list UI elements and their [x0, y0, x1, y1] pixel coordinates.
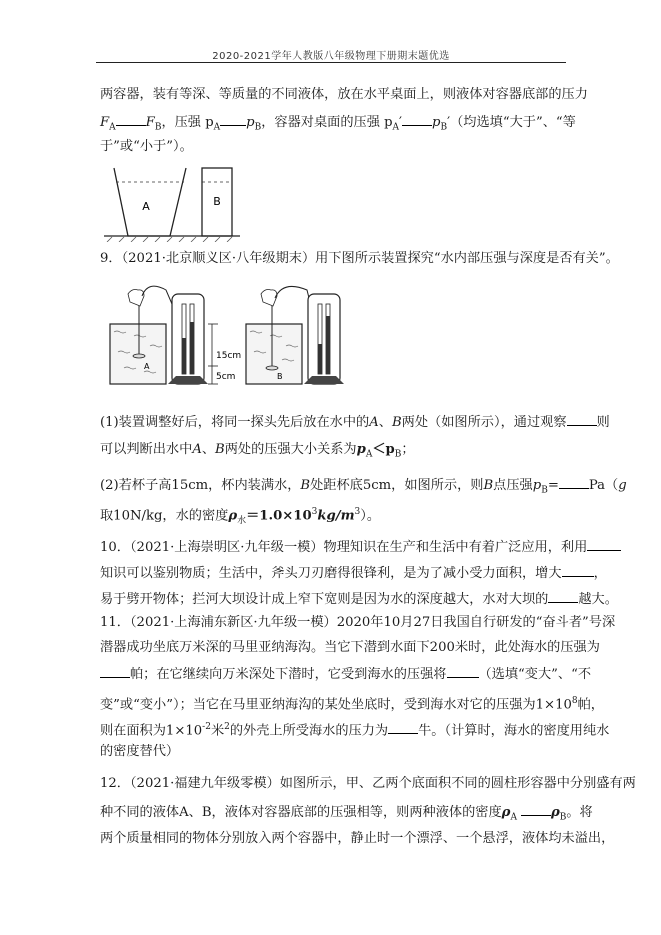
- q9-title: 9．（2021·北京顺义区·八年级期末）用下图所示装置探究“水内部压强与深度是否有关”。: [100, 251, 619, 266]
- q10-blank-knowledge[interactable]: [587, 538, 621, 551]
- q12-line-2: 种不同的液体A、B，液体对容器底部的压强相等，则两种液体的密度$\rho_A$ $\rho_B$。将: [100, 805, 593, 823]
- page-header: 2020-2021学年人教版八年级物理下册期末题优选: [212, 51, 450, 62]
- q11-line-3: 帕；在它继续向万米深处下潜时，它受到海水的压强将 （选填“变大”、“不: [100, 665, 570, 684]
- q11-line-2: 潜器成功坐底万米深的马里亚纳海沟。当它下潜到水面下200米时，此处海水的压强为: [100, 640, 600, 655]
- q8-text-line-3: 于”或“小于”）。: [100, 139, 193, 154]
- probe-label-a: A: [144, 362, 150, 371]
- q11-blank-pressure[interactable]: [100, 665, 130, 678]
- header-rule: [96, 62, 566, 63]
- q9-part2-line1: (2)若杯子高15cm，杯内装满水，B处距杯底5cm，如图所示，则B点压强$p_B= Pa(g$: [100, 478, 627, 496]
- q8-text-line-1: 两容器，装有等深、等质量的不同液体，放在水平桌面上，则液体对容器底部的压力: [100, 87, 588, 102]
- right-beaker: [246, 324, 302, 384]
- q11-line-4: 变”或“变小”）；当它在马里亚纳海沟的某处坐底时，受到海水对它的压强为$1\times 10^8$帕，: [100, 696, 604, 713]
- q8-figure-containers: [104, 160, 244, 242]
- right-manometer-frame: [308, 294, 340, 384]
- q10-line-2: 知识可以鉴别物质；生活中，斧头刀刃磨得很锋利，是为了减小受力面积，增大 ，: [100, 566, 607, 581]
- q9-blank-observe[interactable]: [567, 413, 597, 426]
- table-hatching: [107, 237, 232, 242]
- q9-part1-line1: (1)装置调整好后，将同一探头先后放在水中的A、B两处（如图所示），通过观察 则: [100, 415, 610, 430]
- left-hand: [128, 290, 144, 307]
- q8-blank-table-pressure[interactable]: [402, 113, 432, 126]
- q9-part2-line2: 取10N/kg，水的密度$\rho_水=1.0\times 10^3kg/m^3$）。: [100, 507, 381, 527]
- dim-5cm: 5cm: [216, 372, 236, 382]
- q10-blank-dam[interactable]: [548, 590, 578, 603]
- label-b: B: [213, 195, 221, 208]
- label-a: A: [142, 200, 150, 213]
- q9-part1-line2: 可以判断出水中A、B两处的压强大小关系为$p_A<p_B$；: [100, 442, 415, 460]
- left-tube: [142, 286, 172, 304]
- q11-line-5: 则在面积为$1\times 10^{-2}$米$^2$的外壳上所受海水的压力为 牛。（计算时，海水的密度用纯水: [100, 722, 610, 739]
- q10-blank-increase[interactable]: [562, 564, 594, 577]
- q9-blank-pressure-b[interactable]: [559, 476, 589, 489]
- q9-figure-apparatus: [104, 276, 344, 396]
- q11-line-1: 11．（2021·上海浦东新区·九年级一模）2020年10月27日我国自行研发的“奋斗者”号深: [100, 615, 616, 630]
- dim-15cm: 15cm: [216, 351, 242, 361]
- q8-fa: F: [100, 115, 110, 130]
- q12-blank-density[interactable]: [521, 803, 551, 816]
- q10-line-3: 易于劈开物体；拦河大坝设计成上窄下宽则是因为水的深度越大，水对大坝的 越大。: [100, 592, 618, 607]
- q8-blank-force[interactable]: [116, 113, 146, 126]
- q12-line-3: 两个质量相同的物体分别放入两个容器中，静止时一个漂浮、一个悬浮，液体均未溢出，: [100, 831, 615, 846]
- q8-text-line-2: $F_A$ $F_B$，压强 $p_A$ $p_B$，容器对桌面的压强 $p_A'$ $p_B'$（均选填“大于”、“等: [100, 115, 576, 133]
- q11-line-6: 的密度替代）: [100, 744, 180, 759]
- container-a: [114, 168, 186, 236]
- left-manometer-frame: [172, 294, 204, 384]
- q12-line-1: 12．（2021·福建九年级零模）如图所示，甲、乙两个底面积不同的圆柱形容器中分别盛有两: [100, 776, 636, 791]
- right-probe-head: [266, 366, 278, 370]
- right-tube: [275, 286, 311, 306]
- q8-blank-pressure[interactable]: [220, 113, 246, 126]
- probe-label-b: B: [277, 372, 283, 381]
- q11-blank-change[interactable]: [447, 665, 479, 678]
- q10-line-1: 10．（2021·上海崇明区·九年级一模）物理知识在生产和生活中有着广泛应用，利用: [100, 538, 570, 557]
- q11-blank-force[interactable]: [388, 721, 418, 734]
- left-probe-head: [133, 354, 145, 358]
